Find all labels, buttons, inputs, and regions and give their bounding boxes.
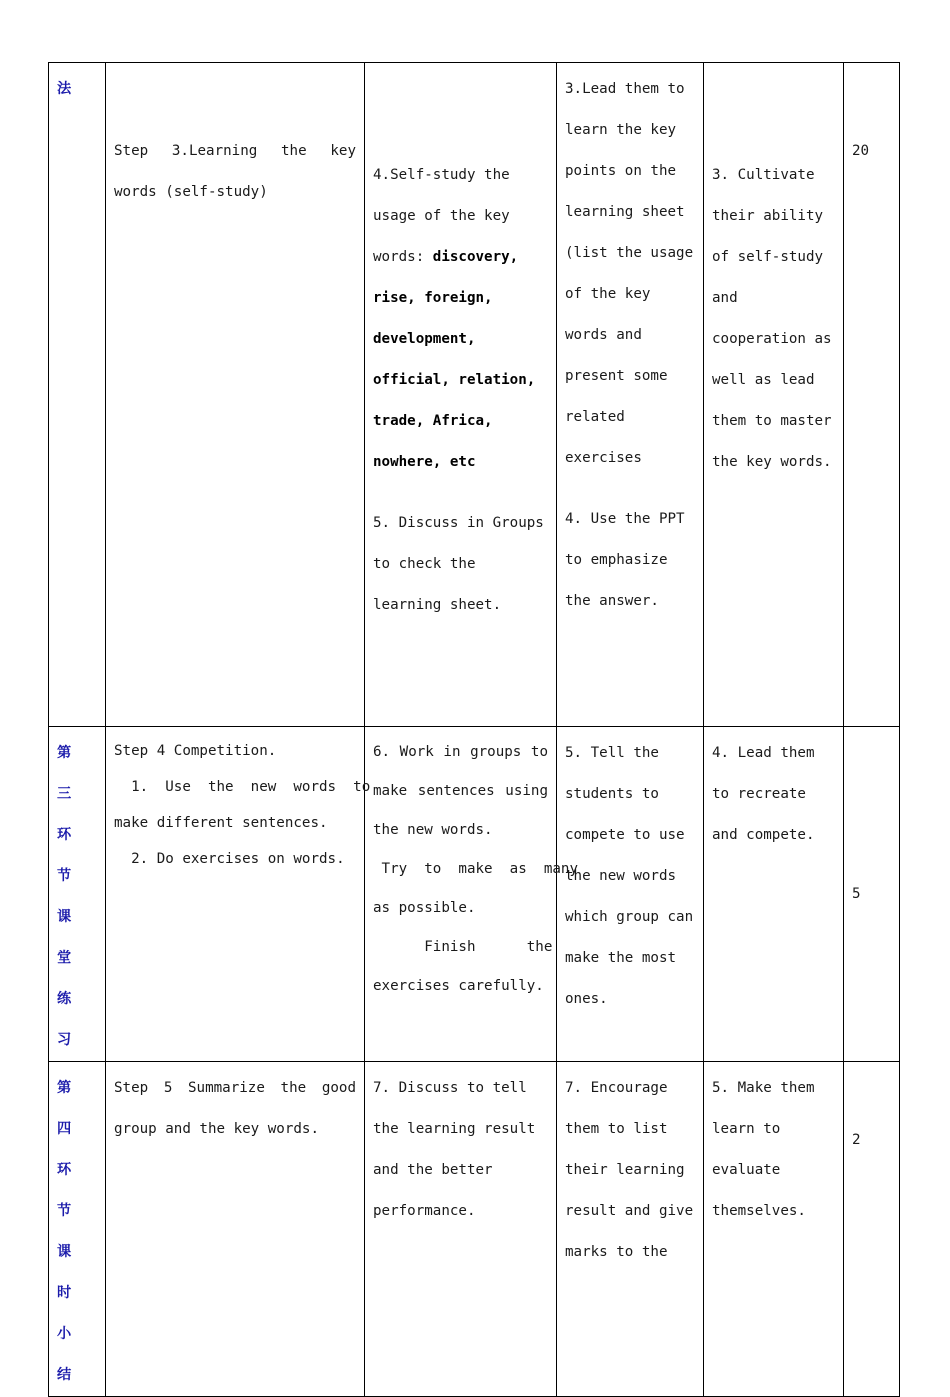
key-word: rise, foreign, [373, 290, 493, 306]
teacher-text: which group can [565, 909, 694, 925]
step-text: words (self-study) [114, 184, 268, 200]
purpose-text: 3. Cultivate [712, 167, 815, 183]
teacher-text: 3.Lead them to [565, 81, 685, 97]
purpose-text: and compete. [712, 827, 815, 843]
teacher-text: ones. [565, 991, 608, 1007]
teacher-activity-cell [557, 727, 704, 1062]
stage-label: 课时 [57, 1244, 79, 1301]
activity-text: usage of the key [373, 208, 510, 224]
lesson-plan-table [48, 62, 900, 1397]
teacher-text: result and give [565, 1203, 694, 1219]
purpose-text: themselves. [712, 1203, 806, 1219]
student-activity-cell [365, 1062, 557, 1397]
purpose-text: 5. Make them [712, 1080, 815, 1096]
teacher-text: related [565, 409, 625, 425]
teacher-text: present some [565, 368, 668, 384]
teacher-activity-cell [557, 1062, 704, 1397]
teacher-text: them to list [565, 1121, 668, 1137]
step-text: Step 3.Learning the key [114, 143, 356, 159]
step-text: group and the key words. [114, 1121, 319, 1137]
teacher-text: of the key [565, 286, 651, 302]
activity-text: to check the [373, 556, 476, 572]
stage-label: 小结 [57, 1326, 79, 1383]
stage-label: 法 [57, 81, 79, 97]
teacher-text: make the most [565, 950, 677, 966]
table-row [49, 63, 900, 727]
time-cell [844, 727, 900, 1062]
activity-text: make sentences using [373, 783, 548, 799]
activity-text: as possible. [373, 900, 476, 916]
time-minutes: 20 [852, 143, 870, 159]
purpose-text: and [712, 290, 738, 306]
teacher-text: the answer. [565, 593, 659, 609]
stage-label: 练习 [57, 991, 79, 1048]
activity-text: Try to make as many [373, 861, 578, 877]
activity-text: words: [373, 249, 433, 265]
stage-cell [49, 1062, 106, 1397]
activity-text: and the better [373, 1162, 493, 1178]
teacher-text: 5. Tell the [565, 745, 659, 761]
teacher-text: points on the [565, 163, 677, 179]
stage-label: 课堂 [57, 909, 79, 966]
activity-text: performance. [373, 1203, 476, 1219]
purpose-text: 4. Lead them [712, 745, 815, 761]
student-activity-cell [365, 63, 557, 727]
table-row [49, 1062, 900, 1397]
activity-text: the learning result [373, 1121, 536, 1137]
step-text: Step 4 Competition. [114, 743, 277, 759]
activity-text: 7. Discuss to tell [373, 1080, 527, 1096]
teacher-text: learning sheet [565, 204, 685, 220]
teacher-activity-cell [557, 63, 704, 727]
activity-text: Finish the [373, 939, 553, 955]
step-cell [106, 63, 365, 727]
stage-cell [49, 727, 106, 1062]
teacher-text: students to [565, 786, 659, 802]
stage-label: 环节 [57, 827, 79, 884]
teacher-text: to emphasize [565, 552, 668, 568]
stage-label: 第三 [57, 745, 79, 802]
activity-text: learning sheet. [373, 597, 502, 613]
teacher-text: 4. Use the PPT [565, 511, 685, 527]
teacher-text: compete to use [565, 827, 685, 843]
time-minutes: 5 [852, 885, 861, 902]
step-text: 1. Use the new words to [114, 779, 371, 795]
teacher-text: words and [565, 327, 642, 343]
purpose-cell [704, 1062, 844, 1397]
purpose-text: cooperation as [712, 331, 832, 347]
key-word: trade, Africa, [373, 413, 493, 429]
activity-text: the new words. [373, 822, 493, 838]
teacher-text: 7. Encourage [565, 1080, 668, 1096]
purpose-text: to recreate [712, 786, 806, 802]
activity-text: 5. Discuss in Groups [373, 515, 544, 531]
time-cell [844, 63, 900, 727]
step-text: 2. Do exercises on words. [114, 851, 345, 867]
student-activity-cell [365, 727, 578, 1062]
time-cell [844, 1062, 900, 1397]
purpose-text: the key words. [712, 454, 832, 470]
table-row [49, 727, 900, 1062]
key-word: nowhere, etc [373, 454, 476, 470]
key-word: development, [373, 331, 476, 347]
activity-text: 4.Self-study the [373, 167, 510, 183]
time-minutes: 2 [852, 1132, 861, 1148]
stage-label: 第四 [57, 1080, 79, 1137]
purpose-text: of self-study [712, 249, 824, 265]
purpose-text: well as lead [712, 372, 815, 388]
purpose-text: their ability [712, 208, 824, 224]
teacher-text: learn the key [565, 122, 677, 138]
activity-text: 6. Work in groups to [373, 744, 548, 760]
teacher-text: marks to the [565, 1244, 668, 1260]
stage-label: 环节 [57, 1162, 79, 1219]
step-text: make different sentences. [114, 815, 328, 831]
purpose-text: evaluate [712, 1162, 781, 1178]
key-word: official, relation, [373, 372, 536, 388]
teacher-text: exercises [565, 450, 642, 466]
key-word: discovery, [432, 249, 519, 265]
teacher-text: the new words [565, 868, 677, 884]
step-text: Step 5 Summarize the good [114, 1080, 356, 1096]
purpose-cell [704, 727, 844, 1062]
teacher-text: (list the usage [565, 245, 694, 261]
step-cell [106, 727, 371, 1062]
step-cell [106, 1062, 365, 1397]
purpose-cell [704, 63, 844, 727]
purpose-text: them to master [712, 413, 832, 429]
teacher-text: their learning [565, 1162, 685, 1178]
stage-cell [49, 63, 106, 727]
purpose-text: learn to [712, 1121, 781, 1137]
activity-text: exercises carefully. [373, 978, 544, 994]
